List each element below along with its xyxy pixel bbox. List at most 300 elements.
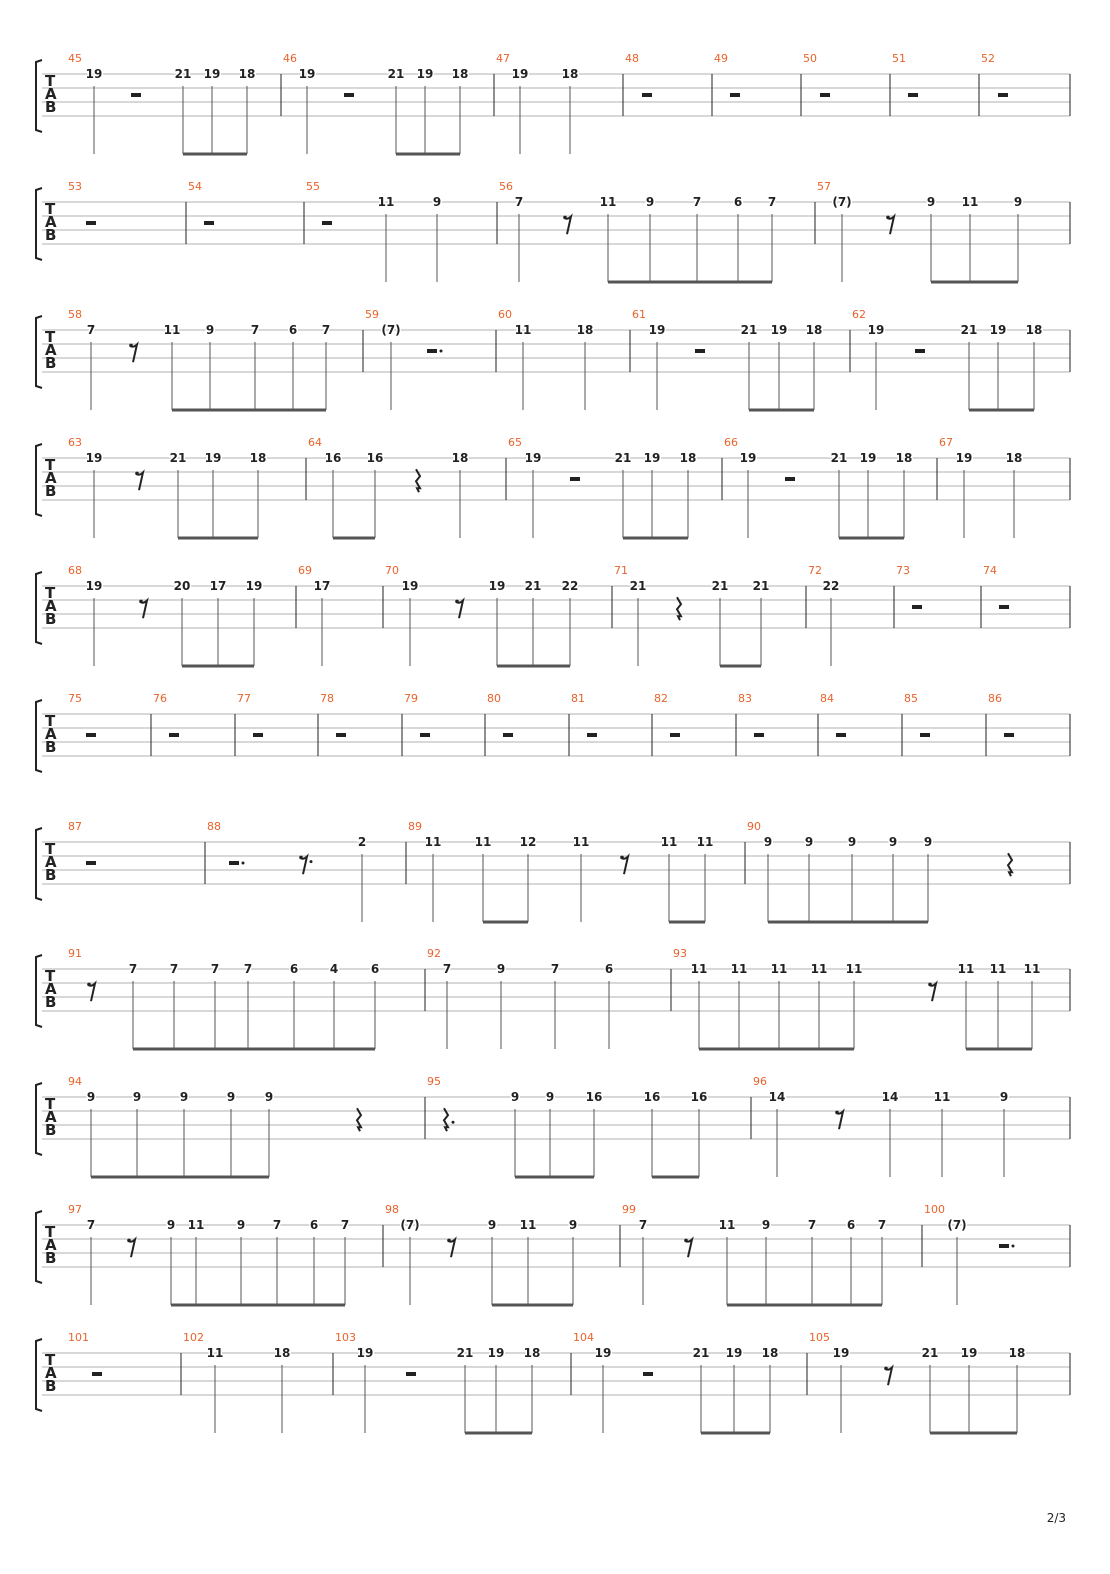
fret-number: 22: [561, 579, 579, 593]
fret-number: 21: [830, 451, 848, 465]
rest-dot: [310, 860, 313, 863]
rest-head: [455, 600, 459, 604]
fret-number: 9: [999, 1090, 1009, 1104]
half-rest: [1004, 733, 1014, 737]
fret-number: 19: [356, 1346, 374, 1360]
tab-system: [36, 692, 1070, 772]
fret-number: 21: [614, 451, 632, 465]
fret-number: 9: [761, 1218, 771, 1232]
fret-number: 18: [249, 451, 267, 465]
fret-number: 19: [648, 323, 666, 337]
tab-clef-letter: A: [45, 213, 57, 231]
fret-number: 11: [377, 195, 395, 209]
fret-number: 11: [187, 1218, 205, 1232]
fret-number: 18: [1008, 1346, 1026, 1360]
tab-clef-letter: B: [45, 610, 57, 628]
system-bracket: [36, 60, 42, 132]
half-rest: [204, 221, 214, 225]
fret-number: 19: [85, 451, 103, 465]
quarter-rest: [416, 469, 420, 492]
fret-number: 16: [366, 451, 384, 465]
fret-number: 21: [524, 579, 542, 593]
system-bracket: [36, 572, 42, 644]
fret-number: 19: [204, 451, 222, 465]
measure-number: 58: [68, 308, 82, 321]
fret-number: 18: [451, 451, 469, 465]
half-rest: [336, 733, 346, 737]
fret-number: (7): [832, 195, 852, 209]
fret-number: 7: [340, 1218, 350, 1232]
tab-clef-letter: T: [45, 1095, 56, 1113]
measure-number: 61: [632, 308, 646, 321]
rest-head: [886, 216, 890, 220]
half-rest: [999, 605, 1009, 609]
system-bracket: [36, 188, 42, 260]
fret-number: 19: [298, 67, 316, 81]
measure-number: 59: [365, 308, 379, 321]
fret-number: 16: [585, 1090, 603, 1104]
measure-number: 66: [724, 436, 738, 449]
quarter-rest: [1008, 853, 1012, 876]
system-bracket: [36, 955, 42, 1027]
rest-head: [928, 983, 932, 987]
tab-system: [36, 564, 1070, 666]
measure-number: 83: [738, 692, 752, 705]
system-bracket: [36, 700, 42, 772]
half-rest: [322, 221, 332, 225]
fret-number: 12: [519, 835, 537, 849]
fret-number: 21: [711, 579, 729, 593]
fret-number: 18: [523, 1346, 541, 1360]
fret-number: 7: [321, 323, 331, 337]
measure-number: 60: [498, 308, 512, 321]
fret-number: 9: [926, 195, 936, 209]
measure-number: 81: [571, 692, 585, 705]
fret-number: 21: [387, 67, 405, 81]
tab-clef-letter: B: [45, 226, 57, 244]
fret-number: 19: [85, 67, 103, 81]
measure-number: 72: [808, 564, 822, 577]
fret-number: 19: [203, 67, 221, 81]
fret-number: 11: [933, 1090, 951, 1104]
fret-number: 18: [576, 323, 594, 337]
rest-dot: [440, 350, 443, 353]
tab-clef-letter: T: [45, 967, 56, 985]
fret-number: 18: [805, 323, 823, 337]
fret-number: 4: [329, 962, 339, 976]
tab-clef-letter: T: [45, 584, 56, 602]
fret-number: 9: [510, 1090, 520, 1104]
fret-number: 6: [846, 1218, 856, 1232]
measure-number: 87: [68, 820, 82, 833]
measure-number: 104: [573, 1331, 594, 1344]
tab-system: [36, 820, 1070, 922]
measure-number: 88: [207, 820, 221, 833]
fret-number: 7: [272, 1218, 282, 1232]
fret-number: 6: [733, 195, 743, 209]
fret-number: 19: [955, 451, 973, 465]
fret-number: 9: [804, 835, 814, 849]
measure-number: 78: [320, 692, 334, 705]
measure-number: 70: [385, 564, 399, 577]
half-rest: [420, 733, 430, 737]
tab-clef-letter: B: [45, 1121, 57, 1139]
fret-number: 18: [895, 451, 913, 465]
measure-number: 92: [427, 947, 441, 960]
measure-number: 65: [508, 436, 522, 449]
tab-clef-letter: B: [45, 354, 57, 372]
measure-number: 85: [904, 692, 918, 705]
half-rest: [427, 349, 437, 353]
fret-number: 11: [519, 1218, 537, 1232]
measure-number: 100: [924, 1203, 945, 1216]
fret-number: (7): [400, 1218, 420, 1232]
half-rest: [915, 349, 925, 353]
fret-number: 11: [514, 323, 532, 337]
fret-number: 20: [173, 579, 191, 593]
half-rest: [86, 733, 96, 737]
fret-number: 11: [660, 835, 678, 849]
fret-number: 9: [645, 195, 655, 209]
fret-number: 21: [456, 1346, 474, 1360]
half-rest: [587, 733, 597, 737]
measure-number: 95: [427, 1075, 441, 1088]
fret-number: 7: [514, 195, 524, 209]
fret-number: (7): [947, 1218, 967, 1232]
rest-head: [684, 1239, 688, 1243]
half-rest: [730, 93, 740, 97]
fret-number: 9: [923, 835, 933, 849]
tab-system: [36, 436, 1070, 538]
fret-number: 19: [859, 451, 877, 465]
fret-number: 11: [957, 962, 975, 976]
measure-number: 93: [673, 947, 687, 960]
measure-number: 67: [939, 436, 953, 449]
fret-number: 9: [1013, 195, 1023, 209]
fret-number: 11: [989, 962, 1007, 976]
fret-number: 11: [810, 962, 828, 976]
fret-number: 11: [599, 195, 617, 209]
half-rest: [920, 733, 930, 737]
rest-head: [127, 1239, 131, 1243]
quarter-rest: [444, 1108, 448, 1131]
fret-number: 18: [1025, 323, 1043, 337]
tab-clef-letter: A: [45, 341, 57, 359]
tab-clef-letter: A: [45, 85, 57, 103]
fret-number: 9: [847, 835, 857, 849]
tab-clef-letter: T: [45, 200, 56, 218]
system-bracket: [36, 444, 42, 516]
fret-number: 11: [845, 962, 863, 976]
tab-clef-letter: A: [45, 980, 57, 998]
fret-number: 19: [643, 451, 661, 465]
measure-number: 97: [68, 1203, 82, 1216]
fret-number: 21: [692, 1346, 710, 1360]
fret-number: 14: [768, 1090, 786, 1104]
fret-number: 19: [725, 1346, 743, 1360]
measure-number: 47: [496, 52, 510, 65]
fret-number: 19: [524, 451, 542, 465]
fret-number: 18: [238, 67, 256, 81]
fret-number: 7: [243, 962, 253, 976]
half-rest: [820, 93, 830, 97]
fret-number: 9: [568, 1218, 578, 1232]
fret-number: 11: [1023, 962, 1041, 976]
rest-head: [135, 472, 139, 476]
tab-clef-letter: B: [45, 98, 57, 116]
tab-clef-letter: T: [45, 712, 56, 730]
measure-number: 55: [306, 180, 320, 193]
fret-number: 22: [822, 579, 840, 593]
measure-number: 75: [68, 692, 82, 705]
measure-number: 91: [68, 947, 82, 960]
fret-number: 11: [770, 962, 788, 976]
fret-number: 7: [442, 962, 452, 976]
tab-clef-letter: T: [45, 1351, 56, 1369]
fret-number: 9: [132, 1090, 142, 1104]
fret-number: 21: [174, 67, 192, 81]
fret-number: 21: [740, 323, 758, 337]
fret-number: 21: [752, 579, 770, 593]
fret-number: 9: [166, 1218, 176, 1232]
fret-number: 7: [692, 195, 702, 209]
fret-number: 19: [511, 67, 529, 81]
measure-number: 62: [852, 308, 866, 321]
measure-number: 73: [896, 564, 910, 577]
half-rest: [695, 349, 705, 353]
tab-clef-letter: A: [45, 1236, 57, 1254]
half-rest: [999, 1244, 1009, 1248]
measure-number: 54: [188, 180, 202, 193]
fret-number: 7: [210, 962, 220, 976]
half-rest: [754, 733, 764, 737]
fret-number: 9: [226, 1090, 236, 1104]
fret-number: 7: [877, 1218, 887, 1232]
tab-clef-letter: A: [45, 469, 57, 487]
fret-number: 11: [696, 835, 714, 849]
measure-number: 74: [983, 564, 997, 577]
fret-number: 19: [960, 1346, 978, 1360]
half-rest: [998, 93, 1008, 97]
measure-number: 101: [68, 1331, 89, 1344]
fret-number: 7: [128, 962, 138, 976]
half-rest: [908, 93, 918, 97]
measure-number: 96: [753, 1075, 767, 1088]
quarter-rest: [357, 1108, 361, 1131]
fret-number: 9: [205, 323, 215, 337]
tab-clef-letter: B: [45, 1249, 57, 1267]
rest-head: [447, 1239, 451, 1243]
measure-number: 84: [820, 692, 834, 705]
fret-number: 7: [638, 1218, 648, 1232]
measure-number: 103: [335, 1331, 356, 1344]
fret-number: 19: [770, 323, 788, 337]
rest-dot: [242, 862, 245, 865]
fret-number: 18: [273, 1346, 291, 1360]
measure-number: 50: [803, 52, 817, 65]
half-rest: [642, 93, 652, 97]
measure-number: 77: [237, 692, 251, 705]
fret-number: 7: [550, 962, 560, 976]
fret-number: (7): [381, 323, 401, 337]
half-rest: [670, 733, 680, 737]
fret-number: 6: [288, 323, 298, 337]
fret-number: 18: [451, 67, 469, 81]
tab-clef-letter: A: [45, 853, 57, 871]
fret-number: 7: [807, 1218, 817, 1232]
fret-number: 6: [309, 1218, 319, 1232]
quarter-rest: [677, 597, 681, 620]
system-bracket: [36, 1083, 42, 1155]
fret-number: 21: [169, 451, 187, 465]
tab-system: [36, 180, 1070, 282]
fret-number: 9: [179, 1090, 189, 1104]
measure-number: 89: [408, 820, 422, 833]
measure-number: 82: [654, 692, 668, 705]
fret-number: 18: [761, 1346, 779, 1360]
half-rest: [92, 1372, 102, 1376]
fret-number: 7: [86, 1218, 96, 1232]
fret-number: 9: [432, 195, 442, 209]
rest-head: [563, 216, 567, 220]
tab-clef-letter: B: [45, 866, 57, 884]
rest-dot: [452, 1121, 455, 1124]
fret-number: 9: [86, 1090, 96, 1104]
measure-number: 49: [714, 52, 728, 65]
fret-number: 9: [264, 1090, 274, 1104]
fret-number: 21: [921, 1346, 939, 1360]
half-rest: [836, 733, 846, 737]
fret-number: 9: [888, 835, 898, 849]
measure-number: 86: [988, 692, 1002, 705]
measure-number: 90: [747, 820, 761, 833]
fret-number: 11: [718, 1218, 736, 1232]
fret-number: 16: [324, 451, 342, 465]
fret-number: 11: [424, 835, 442, 849]
system-bracket: [36, 316, 42, 388]
fret-number: 11: [474, 835, 492, 849]
tab-clef-letter: B: [45, 738, 57, 756]
fret-number: 16: [690, 1090, 708, 1104]
measure-number: 46: [283, 52, 297, 65]
half-rest: [643, 1372, 653, 1376]
half-rest: [169, 733, 179, 737]
measure-number: 56: [499, 180, 513, 193]
measure-number: 52: [981, 52, 995, 65]
fret-number: 7: [250, 323, 260, 337]
half-rest: [86, 221, 96, 225]
fret-number: 19: [85, 579, 103, 593]
half-rest: [86, 861, 96, 865]
fret-number: 11: [572, 835, 590, 849]
fret-number: 19: [401, 579, 419, 593]
measure-number: 102: [183, 1331, 204, 1344]
tab-system: [36, 1203, 1070, 1305]
half-rest: [253, 733, 263, 737]
rest-head: [884, 1367, 888, 1371]
fret-number: 7: [169, 962, 179, 976]
fret-number: 21: [629, 579, 647, 593]
fret-number: 16: [643, 1090, 661, 1104]
rest-head: [299, 856, 303, 860]
fret-number: 11: [206, 1346, 224, 1360]
half-rest: [229, 861, 239, 865]
system-bracket: [36, 1339, 42, 1411]
tab-clef-letter: T: [45, 456, 56, 474]
fret-number: 6: [604, 962, 614, 976]
tab-clef-letter: T: [45, 328, 56, 346]
fret-number: 11: [163, 323, 181, 337]
rest-head: [129, 344, 133, 348]
tab-system: [36, 1075, 1070, 1177]
tab-clef-letter: A: [45, 725, 57, 743]
measure-number: 98: [385, 1203, 399, 1216]
rest-head: [87, 983, 91, 987]
fret-number: 11: [690, 962, 708, 976]
tab-system: [36, 947, 1070, 1049]
tab-system: [36, 308, 1070, 410]
measure-number: 63: [68, 436, 82, 449]
page-number: 2/3: [1046, 1511, 1066, 1525]
fret-number: 6: [370, 962, 380, 976]
measure-number: 68: [68, 564, 82, 577]
measure-number: 105: [809, 1331, 830, 1344]
half-rest: [912, 605, 922, 609]
measure-number: 76: [153, 692, 167, 705]
fret-number: 19: [488, 579, 506, 593]
fret-number: 18: [1005, 451, 1023, 465]
tab-clef-letter: A: [45, 1364, 57, 1382]
fret-number: 18: [561, 67, 579, 81]
measure-number: 57: [817, 180, 831, 193]
tab-clef-letter: T: [45, 1223, 56, 1241]
rest-head: [139, 600, 143, 604]
fret-number: 21: [960, 323, 978, 337]
half-rest: [503, 733, 513, 737]
fret-number: 19: [594, 1346, 612, 1360]
fret-number: 19: [832, 1346, 850, 1360]
fret-number: 9: [496, 962, 506, 976]
fret-number: 9: [487, 1218, 497, 1232]
half-rest: [406, 1372, 416, 1376]
tab-clef-letter: T: [45, 72, 56, 90]
measure-number: 51: [892, 52, 906, 65]
tab-clef-letter: B: [45, 1377, 57, 1395]
system-bracket: [36, 828, 42, 900]
fret-number: 11: [961, 195, 979, 209]
tab-clef-letter: B: [45, 482, 57, 500]
measure-number: 71: [614, 564, 628, 577]
measure-number: 80: [487, 692, 501, 705]
fret-number: 14: [881, 1090, 899, 1104]
tab-clef-letter: B: [45, 993, 57, 1011]
fret-number: 2: [357, 835, 367, 849]
half-rest: [785, 477, 795, 481]
fret-number: 19: [989, 323, 1007, 337]
fret-number: 19: [739, 451, 757, 465]
rest-head: [835, 1111, 839, 1115]
fret-number: 17: [313, 579, 331, 593]
fret-number: 19: [245, 579, 263, 593]
fret-number: 9: [763, 835, 773, 849]
fret-number: 7: [86, 323, 96, 337]
half-rest: [344, 93, 354, 97]
fret-number: 19: [487, 1346, 505, 1360]
measure-number: 79: [404, 692, 418, 705]
measure-number: 99: [622, 1203, 636, 1216]
fret-number: 9: [236, 1218, 246, 1232]
fret-number: 6: [289, 962, 299, 976]
